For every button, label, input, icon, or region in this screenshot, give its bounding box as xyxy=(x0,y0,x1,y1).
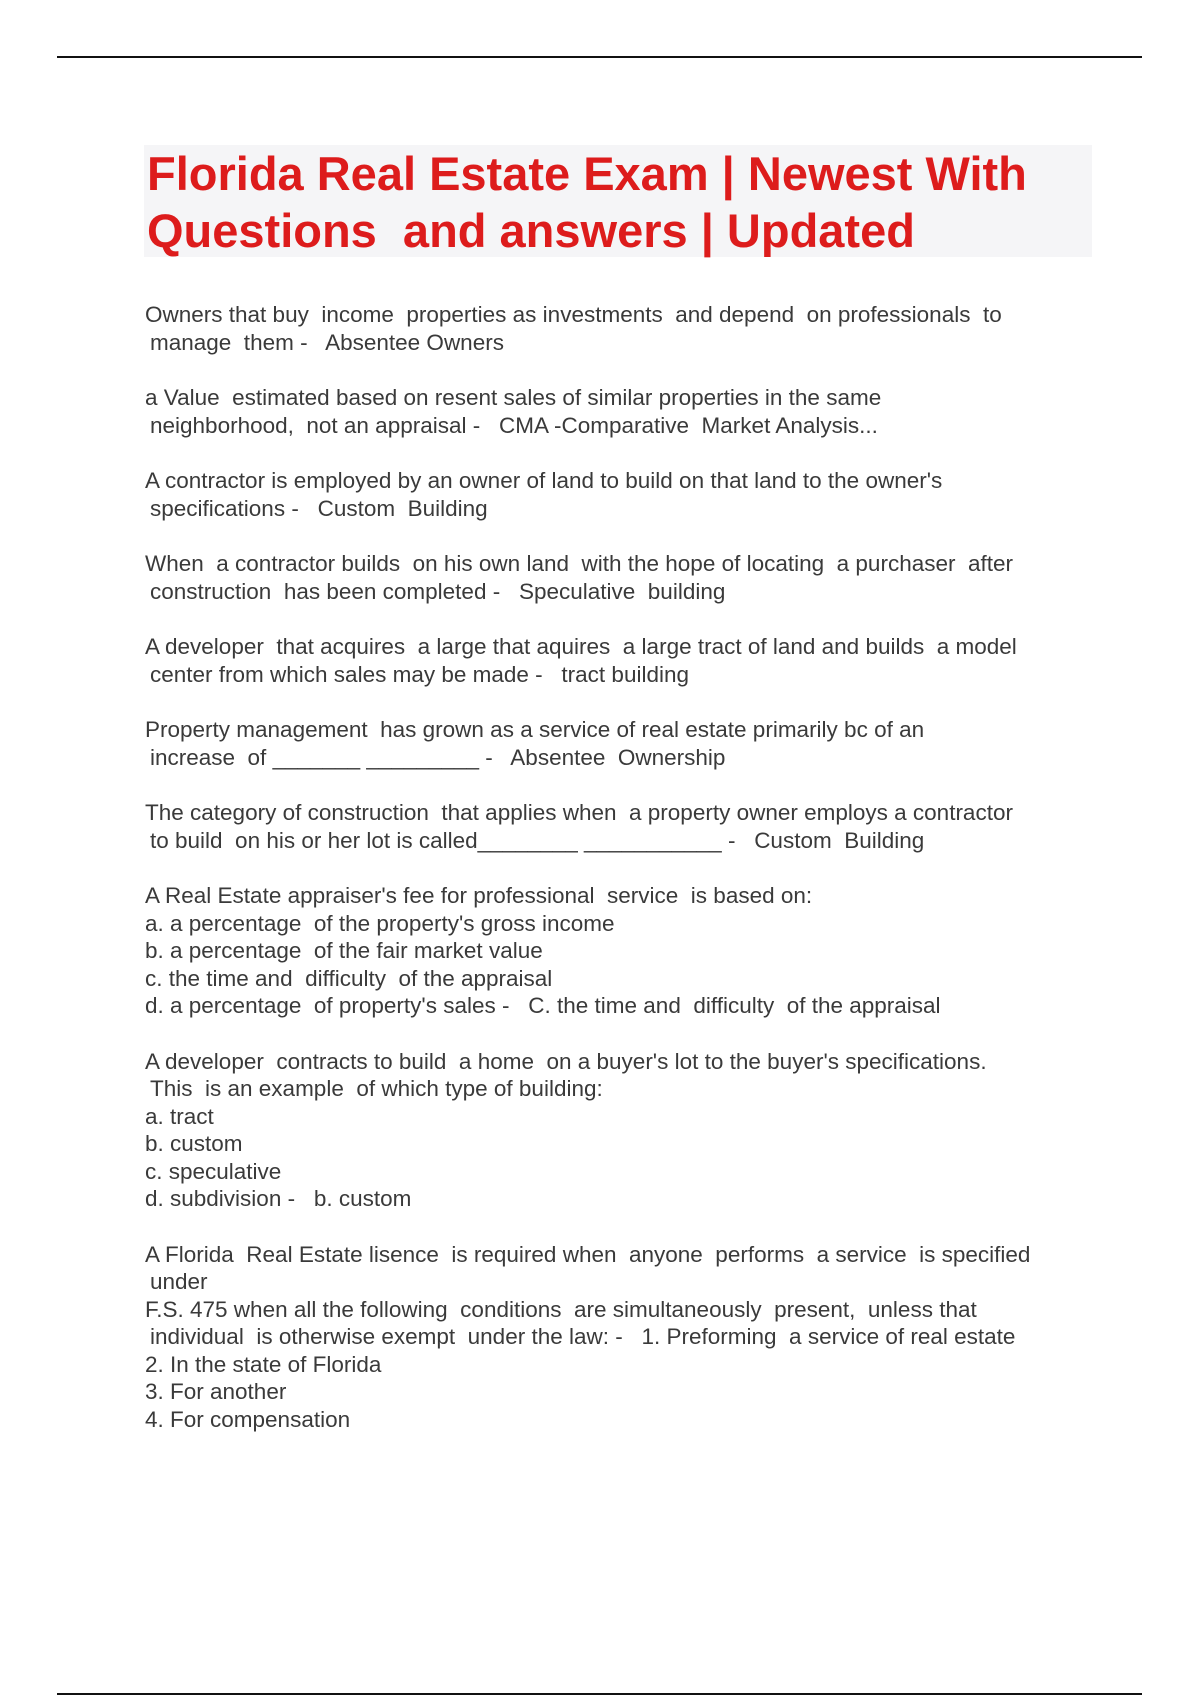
question-answer-line xyxy=(145,329,1105,357)
option-d: d. a percentage of property's sales xyxy=(145,993,496,1018)
qa-item xyxy=(145,799,1105,854)
qa-item xyxy=(145,633,1105,688)
separator: - xyxy=(285,495,318,521)
question-answer-line xyxy=(145,1323,1105,1351)
option-b: b. custom xyxy=(145,1131,243,1156)
question-text: center from which sales may be made xyxy=(150,661,529,687)
question-answer-line xyxy=(145,412,1105,440)
question-answer-line xyxy=(145,661,1105,689)
question-line: A developer that acquires a large that aquires a large tract of land and builds a model xyxy=(145,634,1017,659)
bottom-rule xyxy=(57,1693,1142,1695)
question-answer-line xyxy=(145,827,1105,855)
option-d-answer-line xyxy=(145,992,1105,1020)
separator: - xyxy=(495,993,529,1018)
separator: - xyxy=(721,827,755,853)
question-line: Property management has grown as a service of real estate primarily bc of an xyxy=(145,717,925,742)
answer-text: Speculative building xyxy=(518,578,726,604)
document-title xyxy=(144,145,1092,259)
title-line-1: Florida Real Estate Exam | Newest With xyxy=(147,147,1027,200)
question-text: increase of _______ _________ xyxy=(150,744,480,770)
question-text: neighborhood, not an appraisal xyxy=(150,412,467,438)
question-line: F.S. 475 when all the following conditions are simultaneously present, unless that xyxy=(145,1296,977,1322)
answer-text: 1. Preforming a service of real estate xyxy=(641,1324,1016,1349)
separator: - xyxy=(466,412,499,438)
qa-item xyxy=(145,467,1105,522)
qa-item xyxy=(145,384,1105,439)
separator: - xyxy=(479,744,511,770)
question-line: under xyxy=(150,1269,208,1294)
answer-text: b. custom xyxy=(313,1186,412,1211)
separator: - xyxy=(528,661,562,687)
option-c: c. the time and difficulty of the appraisal xyxy=(145,965,553,991)
separator: - xyxy=(293,329,326,355)
option-d-answer-line xyxy=(145,1185,1105,1213)
question-text: to build on his or her lot is called________ ___________ xyxy=(150,827,722,853)
qa-item xyxy=(145,716,1105,771)
qa-content xyxy=(145,301,1105,1461)
answer-text: Absentee Ownership xyxy=(510,744,726,770)
answer-text: Custom Building xyxy=(317,495,488,521)
question-answer-line xyxy=(145,495,1105,523)
answer-line: 3. For another xyxy=(145,1379,287,1404)
question-text: individual is otherwise exempt under the law: xyxy=(150,1324,609,1349)
answer-text: tract building xyxy=(561,661,689,687)
qa-item xyxy=(145,550,1105,605)
title-line-2: Questions and answers | Updated xyxy=(147,204,915,257)
question-line: The category of construction that applies when a property owner employs a contractor xyxy=(145,800,1013,825)
question-line: This is an example of which type of building: xyxy=(150,1076,603,1101)
top-rule xyxy=(57,56,1142,58)
answer-line: 2. In the state of Florida xyxy=(145,1351,382,1377)
question-answer-line xyxy=(145,578,1105,606)
separator: - xyxy=(486,578,519,604)
question-line: A contractor is employed by an owner of land to build on that land to the owner's xyxy=(145,468,943,493)
answer-text: C. the time and difficulty of the appraisal xyxy=(528,993,941,1018)
answer-text: Custom Building xyxy=(754,827,925,853)
question-line: A developer contracts to build a home on a buyer's lot to the buyer's specifications. xyxy=(145,1048,987,1074)
qa-item xyxy=(145,1241,1105,1434)
option-b: b. a percentage of the fair market value xyxy=(145,938,543,963)
qa-multiple-choice xyxy=(145,882,1105,1020)
option-a: a. tract xyxy=(145,1103,214,1129)
qa-multiple-choice xyxy=(145,1048,1105,1213)
question-line: A Florida Real Estate lisence is required when anyone performs a service is specified xyxy=(145,1241,1031,1267)
question-text: specifications xyxy=(150,495,286,521)
answer-text: CMA -Comparative Market Analysis... xyxy=(499,412,878,438)
separator: - xyxy=(281,1186,314,1211)
separator: - xyxy=(609,1324,642,1349)
qa-item xyxy=(145,301,1105,356)
question-text: construction has been completed xyxy=(150,578,487,604)
option-a: a. a percentage of the property's gross income xyxy=(145,910,615,936)
option-d: d. subdivision xyxy=(145,1186,282,1211)
question-text: manage them xyxy=(150,329,294,355)
answer-line: 4. For compensation xyxy=(145,1406,351,1432)
title-banner xyxy=(144,145,1092,257)
answer-text: Absentee Owners xyxy=(325,329,504,355)
question-line: A Real Estate appraiser's fee for professional service is based on: xyxy=(145,883,813,908)
question-line: Owners that buy income properties as investments and depend on professionals to xyxy=(145,302,1002,327)
option-c: c. speculative xyxy=(145,1158,282,1184)
question-line: When a contractor builds on his own land with the hope of locating a purchaser after xyxy=(145,551,1013,576)
question-line: a Value estimated based on resent sales of similar properties in the same xyxy=(145,385,882,410)
question-answer-line xyxy=(145,744,1105,772)
